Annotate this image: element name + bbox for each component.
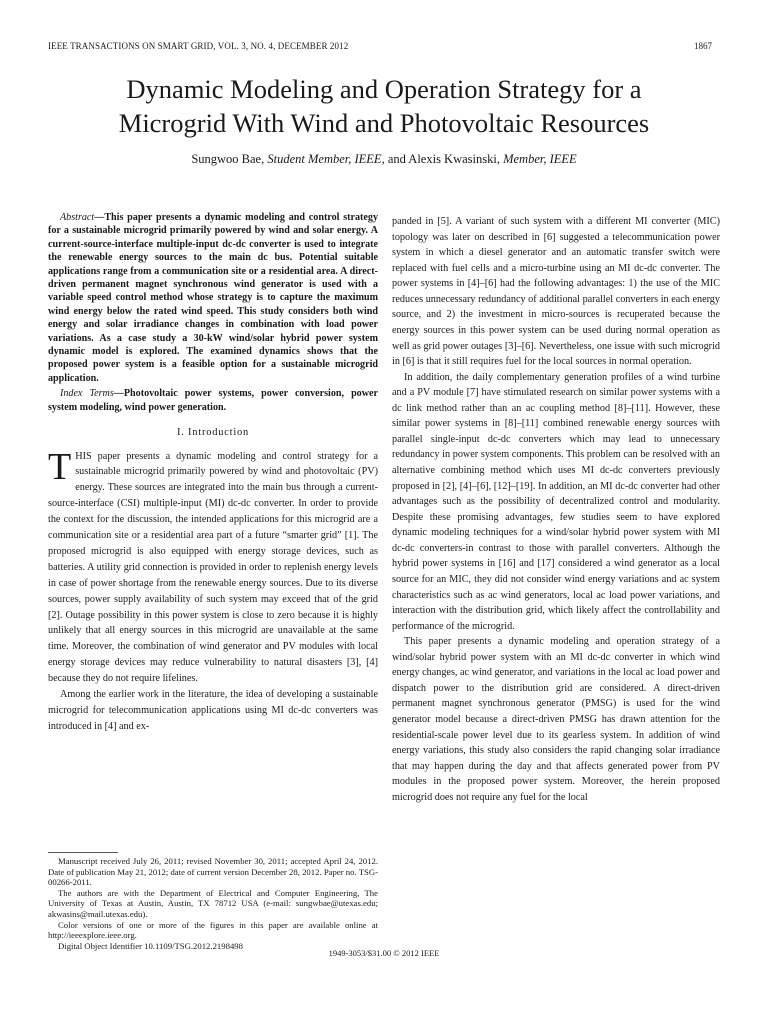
index-terms-label: Index Terms <box>60 388 114 400</box>
page-number: 1867 <box>694 41 712 51</box>
copyright-footer: 1949-3053/$31.00 © 2012 IEEE <box>328 948 440 958</box>
footnote-divider <box>48 852 118 853</box>
left-column <box>48 211 378 735</box>
footnote-manuscript: Manuscript received July 26, 2011; revised November 30, 2011; accepted April 24, 2012. Date of publication May 21, 2012; date of current version December 28, 2012. Paper no. TSG-00266-2011. <box>48 856 378 888</box>
author-2-role: Member, IEEE <box>503 152 577 166</box>
running-head: IEEE TRANSACTIONS ON SMART GRID, VOL. 3, NO. 4, DECEMBER 2012 <box>48 41 349 51</box>
author-separator: , and <box>381 152 409 166</box>
abstract: Abstract—This paper presents a dynamic modeling and control strategy for a sustainable microgrid primarily powered by wind and solar energy. A current-source-interface multiple-input dc-dc converter is used to integrate the renewable energy sources to the main dc bus. Potential suitable applications range from a communication site or a residential area. A direct-driven permanent magnet synchronous wind generator is used with a variable speed control method whose strategy is to capture the maximum wind energy below the rated wind speed. This study considers both wind energy and solar irradiance changes in combination with load power variations. As a case study a 30-kW wind/solar hybrid power system dynamic model is explored. The examined dynamics shows that the proposed power system is a feasible option for a sustainable microgrid application. <box>48 212 378 384</box>
author-2-name: Alexis Kwasinski <box>408 152 497 166</box>
footnotes <box>48 856 378 951</box>
index-terms: Index Terms—Photovoltaic power systems, power conversion, power system modeling, wind power generation. <box>48 388 378 413</box>
abstract-label: Abstract <box>60 212 95 223</box>
title-line-1: Dynamic Modeling and Operation Strategy for a <box>126 74 642 104</box>
right-paragraph-3: This paper presents a dynamic modeling and operation strategy of a wind/solar hybrid power system with an MI dc-dc converter in which wind energy changes, ac wind generator, and variations in the local ac load power and dispatch power to the distribution grid are considered. A direct-driven permanent magnet synchronous generator (PMSG) is used for the wind generator model because a direct-driven PMSG has drawn attention for the residential-scale power level due to its gearless system. In addition of wind energy variations, this study also considers the rapid changing solar irradiance that may happen during the day and that affects generated power from PV modules in the proposed power system. Moreover, the herein proposed microgrid does not require any fuel for the local <box>392 636 720 803</box>
title-line-2: Microgrid With Wind and Photovoltaic Resources <box>118 108 650 138</box>
footnote-doi: Digital Object Identifier 10.1109/TSG.2012.2198498 <box>58 940 243 951</box>
index-terms-text: Photovoltaic power systems, power conversion, power system modeling, wind power generation. <box>48 388 378 413</box>
paper-title <box>40 72 728 140</box>
abstract-text: This paper presents a dynamic modeling and control strategy for a sustainable microgrid primarily powered by wind and solar energy. A current-source-interface multiple-input dc-dc converter is used to integrate the renewable energy sources to the main dc bus. Potential suitable applications range from a communication site or a residential area. A direct-driven permanent magnet synchronous wind generator is used with a variable speed control method whose strategy is to capture the maximum wind energy below the rated wind speed. This study considers both wind energy and solar irradiance changes in combination with load power variations. As a case study a 30-kW wind/solar hybrid power system dynamic model is explored. The examined dynamics shows that the proposed power system is a feasible option for a sustainable microgrid application. <box>48 212 378 384</box>
right-paragraph-2: In addition, the daily complementary generation profiles of a wind turbine and a PV module [7] have stimulated research on similar power systems with a dc link method rather than an ac coupling method [8]–[11]. However, these similar power systems in [8]–[11] combined renewable energy sources with parallel single-input dc-dc converters which may lead to unnecessary redundancy in power system components. This problem can be resolved with an alternative combining method which uses MI dc-dc converters previously proposed in [2], [4]–[6], [12]–[19]. In addition, an MI dc-dc converter had other advantages such as the possibility of decentralized control and modularity. Despite these promising advantages, few studies seem to have explored dynamic modeling techniques for a wind/solar hybrid power system with MI dc-dc converters-in contrast to those with parallel converters. Although the hybrid power systems in [16] and [17] considered a wind generator as a local source for an MIC, they did not consider wind energy variations and ac system characteristics such as ac wind generators, local ac load power variations, and interaction with the distribution grid, which likely affect the controllability and performance of the microgrid. <box>392 371 720 632</box>
author-1-role: Student Member, IEEE <box>267 152 382 166</box>
footnote-color-versions: Color versions of one or more of the figures in this paper are available online at http://ieeexplore.ieee.org. <box>48 919 378 941</box>
author-line: Sungwoo Bae, Student Member, IEEE, and Alexis Kwasinski, Member, IEEE <box>191 152 577 166</box>
intro-paragraph-1-text: HIS paper presents a dynamic modeling and control strategy for a sustainable microgrid primarily powered by wind and photovoltaic (PV) energy. These sources are integrated into the main bus through a current-source-interface (CSI) multiple-input (MI) dc-dc converter. In order to provide the context for the discussion, the intended applications for this microgrid are a communication site or a residential area part of a future “smarter grid” [1]. The proposed microgrid is also equipped with energy storage devices, such as batteries. A utility grid connection is provided in order to replenish energy levels in case of power shortage from the renewable energy sources. Due to its diverse sources, power supply availability of such system may exceed that of the grid [2]. Outage possibility in this power system is close to zero because it is highly unlikely that all energy sources in this microgrid are unavailable at the same time. Moreover, the combination of wind generator and PV modules with local energy storage devices may reduce vulnerability to natural disasters [3], [4] because they do not require lifelines. <box>48 450 378 685</box>
right-paragraph-1: panded in [5]. A variant of such system with a different MI converter (MIC) topology was later on described in [6] suggested a telecommunication power system in which a diesel generator and an automatic transfer switch were replaced with fuel cells and a micro-turbine using an MI dc-dc converter. The power systems in [4]–[6] had the following advantages: 1) the use of the MIC reduces unnecessary redundancy of additional parallel converters in each energy source, and 2) the investment in micro-sources is recuperated because the energy sources in this power system can be used during normal operation as well as grid power outages [3]–[6]. Nevertheless, one issue with such microgrid in [6] is that it still requires fuel for the local sources in normal operation. <box>392 216 720 368</box>
drop-cap: T <box>48 445 72 488</box>
intro-paragraph-1 <box>48 445 378 688</box>
intro-paragraph-2: Among the earlier work in the literature, the idea of developing a sustainable microgrid for telecommunication applications using MI dc-dc converters was introduced in [4] and ex- <box>48 689 378 732</box>
introduction-body <box>48 445 378 735</box>
author-1-name: Sungwoo Bae <box>191 152 262 166</box>
footnote-authors: The authors are with the Department of Electrical and Computer Engineering, The University of Texas at Austin, Austin, TX 78712 USA (e-mail: sungwbae@utexas.edu; akwasins@mail.utexas.edu). <box>48 887 378 919</box>
right-column <box>392 214 720 805</box>
section-heading-introduction: I. Introduction <box>176 427 250 439</box>
